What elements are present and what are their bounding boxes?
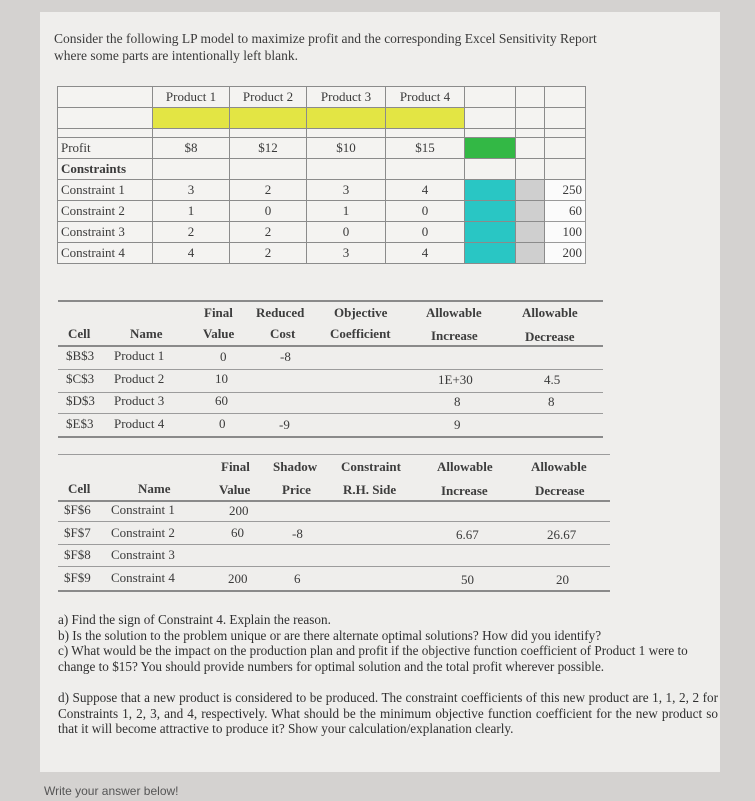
coef-cell: 2 bbox=[230, 180, 307, 201]
row-final: 10 bbox=[215, 371, 228, 386]
decision-cell-4 bbox=[386, 108, 465, 129]
col-reduced-bottom: Cost bbox=[270, 326, 296, 341]
profit-product-2: $12 bbox=[230, 138, 307, 159]
col-allow-inc-bottom: Increase bbox=[441, 483, 488, 498]
coef-cell: 3 bbox=[307, 180, 386, 201]
col-allow-inc-bottom: Increase bbox=[431, 328, 478, 343]
coef-cell: 3 bbox=[153, 180, 230, 201]
col-name: Name bbox=[138, 481, 171, 496]
row-final: 200 bbox=[229, 503, 249, 518]
col-reduced-top: Reduced bbox=[256, 305, 305, 320]
header-product-2: Product 2 bbox=[230, 87, 307, 108]
row-cell: $F$8 bbox=[64, 547, 91, 562]
row-final: 60 bbox=[215, 393, 228, 408]
col-objective-bottom: Coefficient bbox=[330, 326, 391, 341]
lp-model-table bbox=[57, 86, 586, 264]
row-cell: $F$9 bbox=[64, 570, 91, 585]
row-name: Product 4 bbox=[114, 416, 165, 431]
constraint-name: Constraint 4 bbox=[58, 243, 153, 264]
row-reduced: -8 bbox=[280, 349, 291, 364]
profit-row bbox=[58, 138, 586, 159]
col-final-bottom: Value bbox=[203, 326, 235, 341]
rhs-cell: 200 bbox=[545, 243, 586, 264]
lhs-cell bbox=[465, 180, 516, 201]
col-allow-dec-top: Allowable bbox=[522, 305, 578, 320]
row-allow-dec: 8 bbox=[548, 394, 555, 409]
col-shadow-top: Shadow bbox=[273, 459, 318, 474]
constraint-row bbox=[58, 243, 586, 264]
row-allow-dec: 20 bbox=[556, 572, 569, 587]
col-rhs-bottom: R.H. Side bbox=[343, 482, 397, 497]
header-rule bbox=[58, 345, 603, 347]
col-allow-dec-bottom: Decrease bbox=[525, 329, 575, 344]
row-allow-dec: 26.67 bbox=[547, 527, 577, 542]
row-allow-inc: 9 bbox=[454, 417, 461, 432]
rhs-cell: 100 bbox=[545, 222, 586, 243]
coef-cell: 2 bbox=[230, 243, 307, 264]
sign-cell bbox=[516, 222, 545, 243]
profit-label: Profit bbox=[58, 138, 153, 159]
question-d: d) Suppose that a new product is considered to be produced. The constraint coefficients of this new product are 1, 1, 2, 2 for Constraints 1, 2, 3, and 4, respectively. What should be the minimum objective function coefficient for the new product so that it will become attractive to produce it? Show your calculation/explanation clearly. bbox=[58, 690, 718, 737]
row-cell: $F$7 bbox=[64, 525, 91, 540]
answer-prompt: Write your answer below! bbox=[44, 784, 179, 798]
decision-row bbox=[58, 108, 586, 129]
header-product-3: Product 3 bbox=[307, 87, 386, 108]
lhs-cell bbox=[465, 243, 516, 264]
sign-cell bbox=[516, 243, 545, 264]
constraints-top-rule bbox=[58, 454, 610, 455]
col-final-top: Final bbox=[221, 459, 250, 474]
decision-cell-3 bbox=[307, 108, 386, 129]
row-final: 200 bbox=[228, 571, 248, 586]
row-final: 0 bbox=[219, 416, 226, 431]
sign-cell bbox=[516, 201, 545, 222]
col-shadow-bottom: Price bbox=[282, 482, 311, 497]
col-final-bottom: Value bbox=[219, 482, 251, 497]
col-allow-dec-top: Allowable bbox=[531, 459, 587, 474]
sign-cell bbox=[516, 180, 545, 201]
coef-cell: 4 bbox=[386, 243, 465, 264]
constraints-label-row bbox=[58, 159, 586, 180]
coef-cell: 0 bbox=[386, 222, 465, 243]
col-allow-inc-top: Allowable bbox=[437, 459, 493, 474]
constraint-row bbox=[58, 180, 586, 201]
report-top-rule bbox=[58, 300, 603, 302]
row-name: Constraint 2 bbox=[111, 525, 175, 540]
row-allow-inc: 50 bbox=[461, 572, 474, 587]
header-product-1: Product 1 bbox=[153, 87, 230, 108]
profit-product-4: $15 bbox=[386, 138, 465, 159]
col-final-top: Final bbox=[204, 305, 233, 320]
constraint-row bbox=[58, 201, 586, 222]
coef-cell: 0 bbox=[230, 201, 307, 222]
row-shadow: 6 bbox=[294, 571, 301, 586]
constraint-name: Constraint 2 bbox=[58, 201, 153, 222]
row-reduced: -9 bbox=[279, 417, 290, 432]
row-name: Product 1 bbox=[114, 348, 165, 363]
coef-cell: 2 bbox=[153, 222, 230, 243]
coef-cell: 2 bbox=[230, 222, 307, 243]
col-rhs-top: Constraint bbox=[341, 459, 401, 474]
row-cell: $E$3 bbox=[66, 416, 94, 431]
col-cell: Cell bbox=[68, 326, 91, 341]
question-c: c) What would be the impact on the production plan and profit if the objective function coefficient of Product 1 were to change to $15? You should provide numbers for optimal solution and the total profit wherever possible. bbox=[58, 643, 688, 674]
coef-cell: 3 bbox=[307, 243, 386, 264]
coef-cell: 1 bbox=[307, 201, 386, 222]
row-allow-inc: 1E+30 bbox=[438, 372, 473, 387]
row-name: Constraint 3 bbox=[111, 547, 175, 562]
header-product-4: Product 4 bbox=[386, 87, 465, 108]
constraint-row bbox=[58, 222, 586, 243]
row-name: Product 2 bbox=[114, 371, 165, 386]
rhs-cell: 60 bbox=[545, 201, 586, 222]
row-shadow: -8 bbox=[292, 526, 303, 541]
profit-product-3: $10 bbox=[307, 138, 386, 159]
row-final: 60 bbox=[231, 525, 244, 540]
coef-cell: 4 bbox=[386, 180, 465, 201]
col-objective-top: Objective bbox=[334, 305, 388, 320]
row-final: 0 bbox=[220, 349, 227, 364]
row-name: Constraint 1 bbox=[111, 502, 175, 517]
intro-line-1: Consider the following LP model to maximize profit and the corresponding Excel Sensitivity Report bbox=[54, 31, 597, 46]
decision-cell-2 bbox=[230, 108, 307, 129]
lhs-cell bbox=[465, 222, 516, 243]
col-name: Name bbox=[130, 326, 163, 341]
coef-cell: 0 bbox=[307, 222, 386, 243]
col-cell: Cell bbox=[68, 481, 91, 496]
constraint-name: Constraint 1 bbox=[58, 180, 153, 201]
constraint-name: Constraint 3 bbox=[58, 222, 153, 243]
decision-cell-1 bbox=[153, 108, 230, 129]
total-profit-cell bbox=[465, 138, 516, 159]
col-allow-dec-bottom: Decrease bbox=[535, 483, 585, 498]
problem-intro bbox=[54, 30, 597, 64]
row-allow-dec: 4.5 bbox=[544, 372, 561, 387]
question-a: a) Find the sign of Constraint 4. Explain the reason. bbox=[58, 612, 331, 627]
lhs-cell bbox=[465, 201, 516, 222]
row-cell: $F$6 bbox=[64, 502, 91, 517]
row-cell: $D$3 bbox=[66, 393, 95, 408]
row-cell: $C$3 bbox=[66, 371, 95, 386]
coef-cell: 0 bbox=[386, 201, 465, 222]
col-allow-inc-top: Allowable bbox=[426, 305, 482, 320]
row-allow-inc: 6.67 bbox=[456, 527, 479, 542]
intro-line-2: where some parts are intentionally left blank. bbox=[54, 48, 299, 63]
question-b: b) Is the solution to the problem unique or are there alternate optimal solutions? How did you identify? bbox=[58, 628, 602, 643]
row-name: Constraint 4 bbox=[111, 570, 175, 585]
product-header-row bbox=[58, 87, 586, 108]
row-allow-inc: 8 bbox=[454, 394, 461, 409]
profit-product-1: $8 bbox=[153, 138, 230, 159]
row-cell: $B$3 bbox=[66, 348, 95, 363]
constraints-label: Constraints bbox=[58, 159, 153, 180]
coef-cell: 1 bbox=[153, 201, 230, 222]
rhs-cell: 250 bbox=[545, 180, 586, 201]
row-name: Product 3 bbox=[114, 393, 165, 408]
coef-cell: 4 bbox=[153, 243, 230, 264]
